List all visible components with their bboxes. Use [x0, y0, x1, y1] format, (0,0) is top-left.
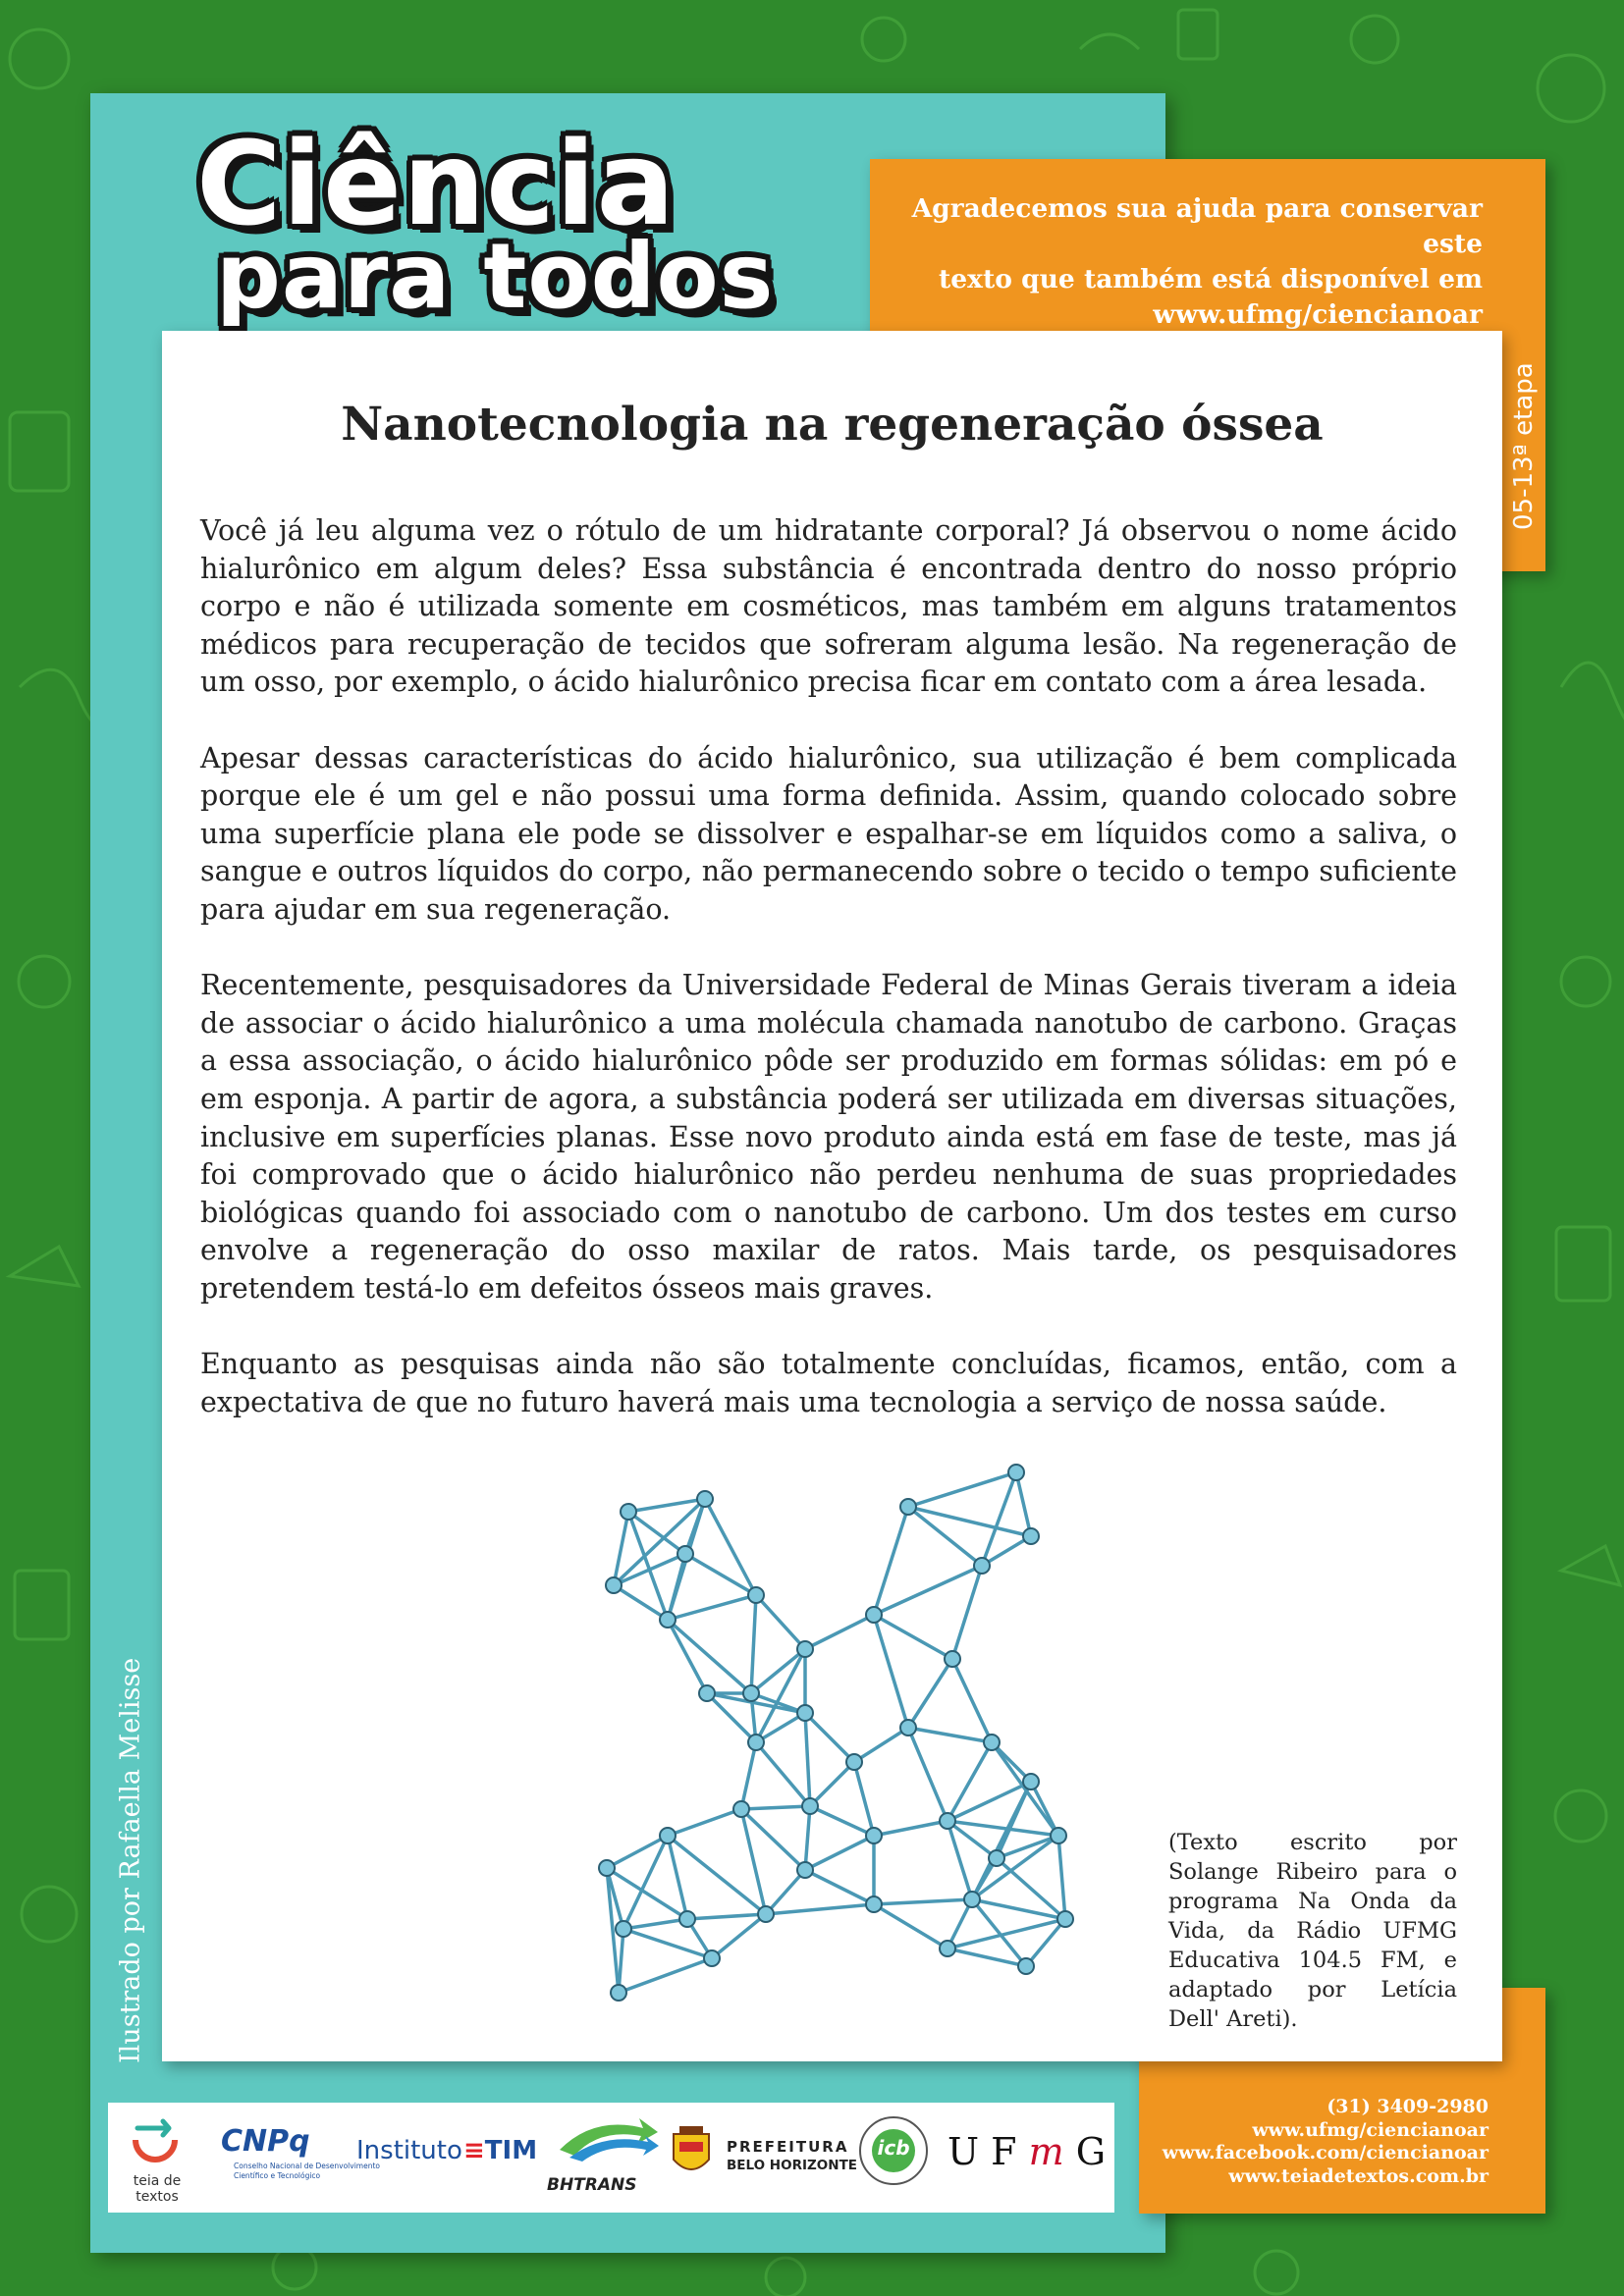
network-bond [687, 1914, 766, 1919]
prefeitura-label-2: BELO HORIZONTE [727, 2158, 857, 2173]
ufmg-g: G [1075, 2130, 1107, 2173]
prefeitura-label-1: PREFEITURA [727, 2138, 849, 2156]
bhtrans-label: BHTRANS [547, 2175, 637, 2195]
cnpq-subtitle-2: Científico e Tecnológico [234, 2171, 321, 2180]
network-node [846, 1754, 862, 1770]
ufmg-f: F [991, 2130, 1017, 2173]
network-node [616, 1921, 631, 1937]
contact-site-link[interactable]: www.ufmg/ciencianoar [1252, 2118, 1489, 2141]
bhtrans-arrows-icon [555, 2110, 663, 2163]
network-node [900, 1499, 916, 1515]
network-bond [614, 1554, 685, 1585]
network-bond [668, 1595, 756, 1620]
network-bond [952, 1566, 982, 1659]
network-bond [619, 1929, 623, 1993]
nanotube-network-illustration [560, 1448, 1090, 2047]
cnpq-logo: CNPq [221, 2124, 310, 2159]
illustrator-credit: Ilustrado por Rafaella Melisse [115, 1657, 146, 2063]
network-bond [741, 1742, 756, 1809]
stage-label: 05-13ª etapa [1509, 362, 1539, 531]
network-bond [668, 1620, 707, 1693]
logo-line-1: Ciência [196, 116, 677, 251]
network-node [974, 1558, 990, 1574]
ciencia-para-todos-logo [187, 116, 776, 332]
network-bond [908, 1728, 992, 1742]
thanks-link[interactable]: www.ufmg/ciencianoar [1153, 299, 1483, 330]
network-bond [972, 1836, 1058, 1899]
network-bond [854, 1762, 874, 1836]
network-bond [947, 1821, 972, 1899]
network-bond [805, 1836, 874, 1870]
network-node [866, 1896, 882, 1912]
network-node [1051, 1828, 1066, 1843]
network-node [677, 1546, 693, 1562]
network-node [699, 1685, 715, 1701]
network-bond [982, 1472, 1016, 1566]
network-node [1018, 1958, 1034, 1974]
network-node [679, 1911, 695, 1927]
network-bond [874, 1566, 982, 1615]
network-bond [766, 1870, 805, 1914]
network-bond [623, 1919, 687, 1929]
icb-label: icb [877, 2136, 910, 2160]
network-node [797, 1705, 813, 1721]
network-bond [874, 1821, 947, 1836]
network-node [733, 1801, 749, 1817]
logo-line-2: para todos [216, 224, 775, 329]
network-node [606, 1577, 622, 1593]
network-bond [997, 1858, 1065, 1919]
network-node [660, 1828, 676, 1843]
network-node [797, 1641, 813, 1657]
teia-de-textos-logo-icon [126, 2110, 185, 2171]
network-node [940, 1813, 955, 1829]
network-bond [874, 1904, 947, 1949]
network-node [940, 1941, 955, 1956]
thanks-note [884, 191, 1483, 333]
network-bond [751, 1595, 756, 1693]
ufmg-m: m [1028, 2130, 1064, 2173]
network-bond [908, 1472, 1016, 1507]
network-node [1057, 1911, 1073, 1927]
network-bond [766, 1904, 874, 1914]
network-bond [712, 1914, 766, 1958]
network-bond [751, 1649, 805, 1693]
network-bond [854, 1728, 908, 1762]
network-node [802, 1798, 818, 1814]
network-node [989, 1850, 1004, 1866]
network-node [964, 1892, 980, 1907]
network-bond [668, 1809, 741, 1836]
thanks-line-2: texto que também está disponível em [939, 264, 1483, 294]
article-paragraph: Você já leu alguma vez o rótulo de um hidratante corporal? Já observou o nome ácido hialurônico em algum deles? Essa substância é encontrada dentro do nosso próprio corpo e não é utilizada somente em cosméticos, mas também em alguns tratamentos médicos para recuperação de tecidos que sofreram alguma lesão. Na regeneração de um osso, por exemplo, o ácido hialurônico precisa ficar em contato com a área lesada. [200, 514, 1457, 699]
network-bond [1016, 1472, 1031, 1536]
network-bond [668, 1554, 685, 1620]
sponsors-strip [108, 2103, 1114, 2213]
article-paragraph: Enquanto as pesquisas ainda não são totalmente concluídas, ficamos, então, com a expectativa de que no futuro haverá mais uma tecnologia a serviço de nossa saúde. [200, 1348, 1457, 1418]
network-bond [805, 1713, 854, 1762]
network-bond [756, 1742, 810, 1806]
network-bond [1058, 1836, 1065, 1919]
network-node [704, 1950, 720, 1966]
network-bond [805, 1870, 874, 1904]
thanks-line-1: Agradecemos sua ajuda para conservar este [911, 193, 1483, 259]
belo-horizonte-crest-icon [670, 2124, 713, 2183]
network-node [945, 1651, 960, 1667]
network-bond [619, 1958, 712, 1993]
network-node [1023, 1528, 1039, 1544]
network-bond [805, 1615, 874, 1649]
contact-phone: (31) 3409-2980 [1326, 2096, 1489, 2117]
network-node [743, 1685, 759, 1701]
network-bond [908, 1728, 947, 1821]
network-bond [810, 1762, 854, 1806]
article-credit: (Texto escrito por Solange Ribeiro para o programa Na Onda da Vida, da Rádio UFMG Educativa 104.5 FM, e adaptado por Letícia Dell' Areti). [1168, 1830, 1457, 2032]
tim-label: TIM [484, 2136, 538, 2165]
network-node [866, 1828, 882, 1843]
network-bond [756, 1595, 805, 1649]
network-node [1008, 1465, 1024, 1480]
contact-facebook-link[interactable]: www.facebook.com/ciencianoar [1162, 2142, 1489, 2163]
tim-logo: ≡TIM [463, 2136, 538, 2165]
network-node [1023, 1774, 1039, 1789]
network-node [748, 1735, 764, 1750]
network-node [748, 1587, 764, 1603]
network-bond [992, 1742, 1058, 1836]
network-bond [741, 1806, 810, 1809]
contacts [1149, 2096, 1489, 2188]
ufmg-logo [947, 2130, 1106, 2173]
cnpq-subtitle-1: Conselho Nacional de Desenvolvimento [234, 2162, 380, 2170]
ufmg-u: U [947, 2130, 980, 2173]
network-bond [874, 1507, 908, 1615]
network-bond [1031, 1782, 1058, 1836]
network-node [621, 1504, 636, 1520]
article-body [200, 512, 1457, 1460]
network-node [599, 1860, 615, 1876]
network-node [866, 1607, 882, 1623]
article-paragraph: Recentemente, pesquisadores da Universidade Federal de Minas Gerais tiveram a ideia de associar o ácido hialurônico a uma molécula chamada nanotubo de carbono. Graças a essa associação, o ácido hialurônico pôde ser produzido em formas sólidas: em pó e em esponja. A partir de agora, a substância poderá ser utilizada em diversas situações, inclusive em superfícies planas. Esse novo produto ainda está em fase de teste, mas já foi comprovado que o ácido hialurônico não perdeu nenhuma de suas propriedades biológicas quando foi associado com o nanotubo de carbono. Um dos testes em curso envolve a regeneração do osso maxilar de ratos. Mais tarde, os pesquisadores pretendem testá-lo em defeitos ósseos mais graves. [200, 969, 1457, 1305]
network-bond [874, 1899, 972, 1904]
network-node [984, 1735, 1000, 1750]
network-bond [908, 1659, 952, 1728]
network-node [611, 1985, 626, 2001]
network-node [660, 1612, 676, 1628]
network-bond [805, 1713, 810, 1806]
network-node [697, 1491, 713, 1507]
teia-de-textos-label: teia de textos [133, 2173, 182, 2205]
network-bond [810, 1806, 874, 1836]
network-node [797, 1862, 813, 1878]
network-bond [952, 1659, 992, 1742]
article-title: Nanotecnologia na regeneração óssea [341, 398, 1324, 452]
network-bond [805, 1806, 810, 1870]
article-paragraph: Apesar dessas características do ácido hialurônico, sua utilização é bem complicada porque ele é um gel e não possui uma forma definida. Assim, quando colocado sobre uma superfície plana ele pode se dissolver e espalhar-se em líquidos como a saliva, o sangue e outros líquidos do corpo, não permanecendo sobre o tecido o tempo suficiente para ajudar em sua regeneração. [200, 741, 1457, 926]
network-node [758, 1906, 774, 1922]
network-bond [614, 1585, 668, 1620]
instituto-label: Instituto [356, 2136, 462, 2165]
network-bond [668, 1620, 751, 1693]
network-node [900, 1720, 916, 1735]
network-bond [741, 1809, 805, 1870]
network-bond [623, 1929, 712, 1958]
contact-teia-link[interactable]: www.teiadetextos.com.br [1228, 2164, 1489, 2187]
